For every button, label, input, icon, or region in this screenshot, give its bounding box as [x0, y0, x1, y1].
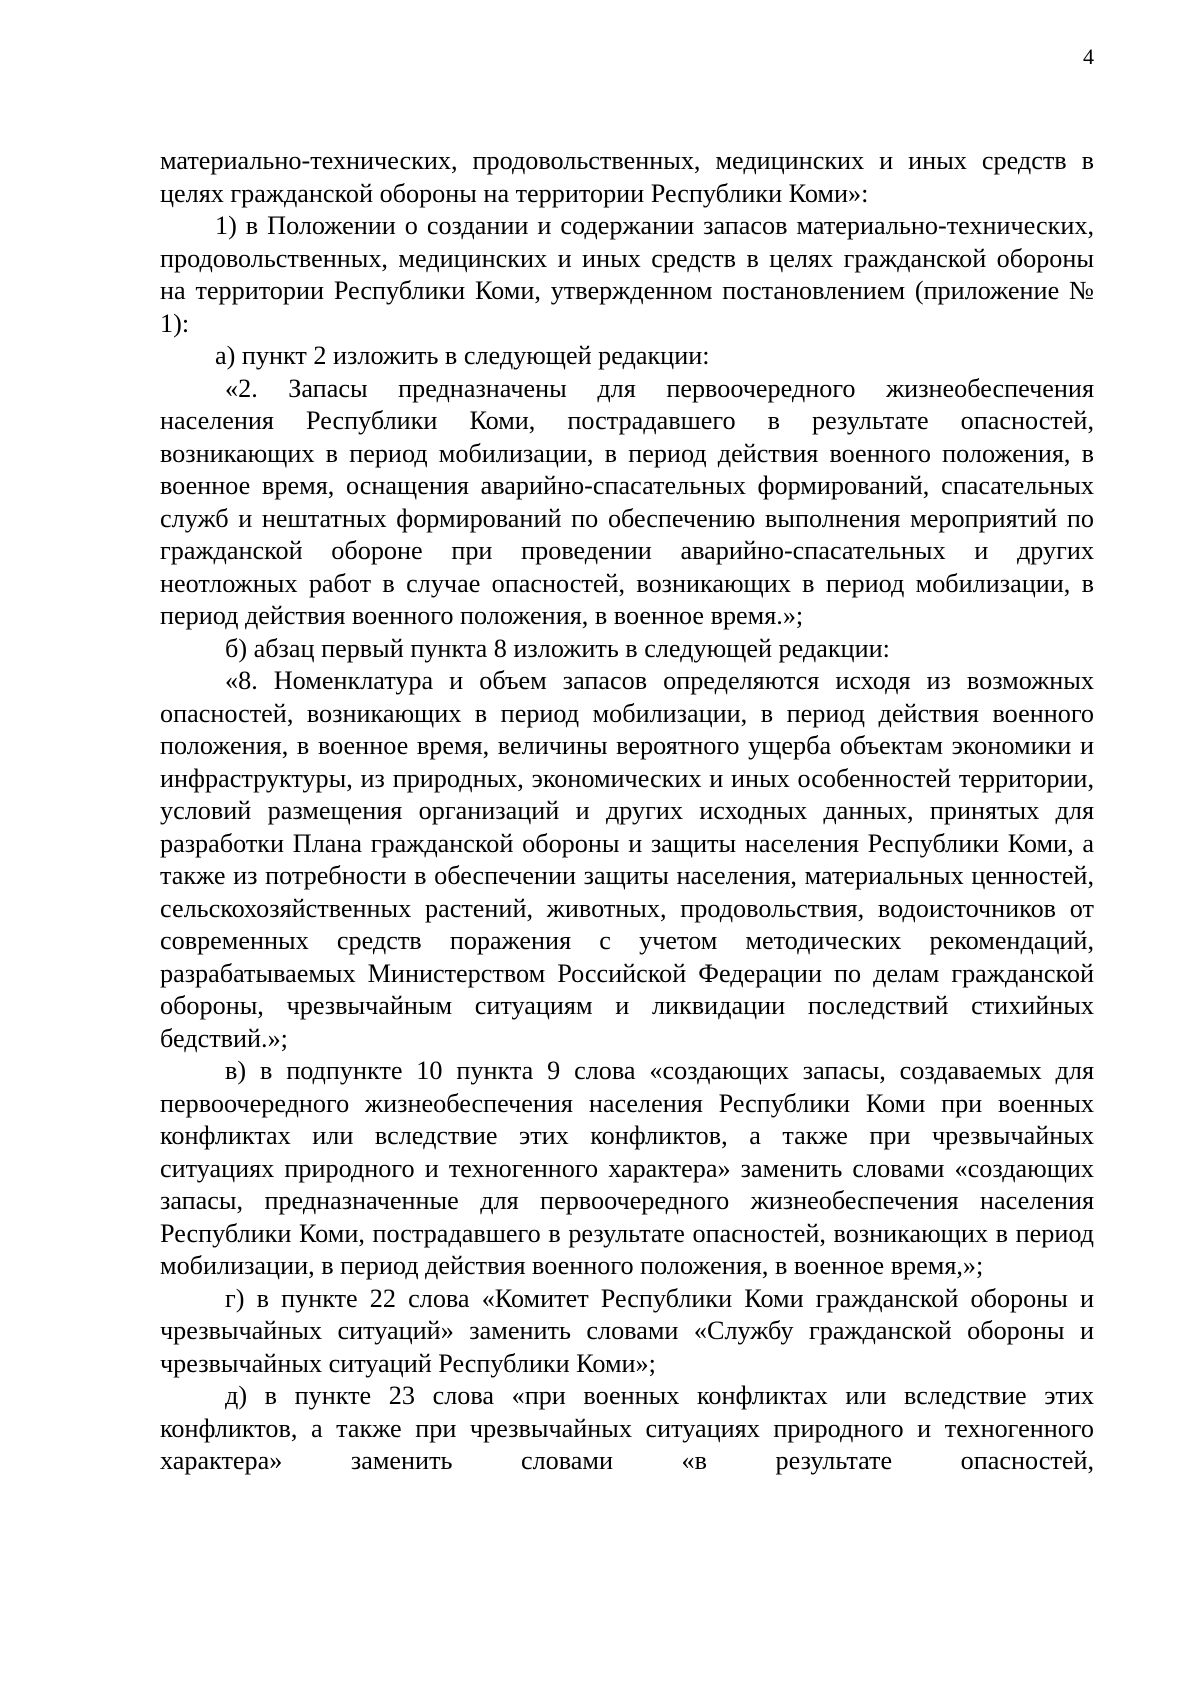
paragraph-item-1: 1) в Положении о создании и содержании запасов материально-технических, продовольственных, медицинских и иных средств в целях гражданской обороны на территории Республики Коми, утвержденном постановлением (приложение № 1):: [160, 211, 1094, 338]
paragraph-item-1g: г) в пункте 22 слова «Комитет Республики Коми гражданской обороны и чрезвычайных ситуаций» заменить словами «Службу гражданской обороны и чрезвычайных ситуаций Республики Коми»;: [160, 1283, 1094, 1378]
paragraph-item-1b-quote: «8. Номенклатура и объем запасов определяются исходя из возможных опасностей, возникающих в период мобилизации, в период действия военного положения, в военное время, величины вероятного ущерба объектам экономики и инфраструктуры, из природных, экономических и иных особенностей территории, условий размещения организаций и других исходных данных, принятых для разработки Плана гражданской обороны и защиты населения Республики Коми, а также из потребности в обеспечении защиты населения, материальных ценностей, сельскохозяйственных растений, животных, продовольствия, водоисточников от современных средств поражения с учетом методических рекомендаций, разрабатываемых Министерством Российской Федерации по делам гражданской обороны, чрезвычайным ситуациям и ликвидации последствий стихийных бедствий.»;: [160, 666, 1094, 1053]
paragraph-item-1b: б) абзац первый пункта 8 изложить в следующей редакции:: [225, 633, 890, 663]
document-body: [160, 145, 1094, 1478]
paragraph-item-1a: а) пункт 2 изложить в следующей редакции:: [215, 341, 710, 370]
paragraph-intro-continuation: материально-технических, продовольственных, медицинских и иных средств в целях гражданской обороны на территории Республики Коми»:: [160, 146, 1094, 208]
paragraph-item-1v: в) в подпункте 10 пункта 9 слова «создающих запасы, создаваемых для первоочередного жизнеобеспечения населения Республики Коми при военных конфликтах или вследствие этих конфликтов, а также при чрезвычайных ситуациях природного и техногенного характера» заменить словами «создающих запасы, предназначенные для первоочередного жизнеобеспечения населения Республики Коми, пострадавшего в результате опасностей, возникающих в период мобилизации, в период действия военного положения, в военное время,»;: [160, 1056, 1094, 1280]
page-number: 4: [1083, 44, 1094, 69]
paragraph-item-1d: д) в пункте 23 слова «при военных конфликтах или вследствие этих конфликтов, а также при чрезвычайных ситуациях природного и техногенного характера» заменить словами «в результате опасностей,: [160, 1381, 1094, 1475]
paragraph-item-1a-quote: «2. Запасы предназначены для первоочередного жизнеобеспечения населения Республики Коми, пострадавшего в результате опасностей, возникающих в период мобилизации, в период действия военного положения, в военное время, оснащения аварийно-спасательных формирований, спасательных служб и нештатных формирований по обеспечению выполнения мероприятий по гражданской обороне при проведении аварийно-спасательных и других неотложных работ в случае опасностей, возникающих в период мобилизации, в период действия военного положения, в военное время.»;: [160, 373, 1094, 630]
